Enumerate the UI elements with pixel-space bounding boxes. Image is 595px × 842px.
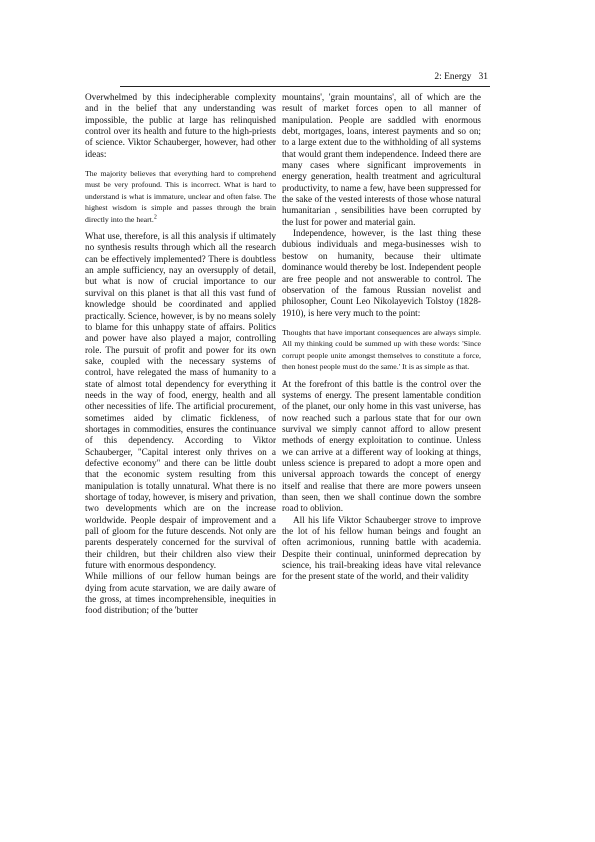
right-column	[282, 92, 481, 583]
paragraph: Independence, however, is the last thing these dubious individuals and mega-businesses wish to bestow on humanity, because their ultimate dominance would thereby be lost. Independent people are free people and not answerable to control. The observation of the famous Russian novelist and philosopher, Count Leo Nikolayevich Tolstoy (1828-1910), is here very much to the point:	[282, 228, 481, 318]
page-number: 31	[478, 72, 488, 82]
block-quote	[85, 168, 276, 225]
running-head-title: 2: Energy	[434, 72, 472, 82]
quote-text: The majority believes that everything hard to comprehend must be very profound. This is incorrect. What is hard to understand is what is immature, unclear and often false. The highest wisdom is simple and passes through the brain directly into the heart.	[85, 169, 276, 224]
left-column	[85, 92, 276, 617]
paragraph: All his life Viktor Schauberger strove to improve the lot of his fellow human beings and fought an often acrimonious, running battle with academia. Despite their continual, uninformed deprecation by science, his trail-breaking ideas have vital relevance for the present state of the world, and their validity	[282, 514, 481, 582]
paragraph: What use, therefore, is all this analysis if ultimately no synthesis results through which all the research can be effectively implemented? There is doubtless an ample sufficiency, nay an oversupply of detail, but what is now of crucial importance to our survival on this planet is that all this vast fund of knowledge should be coordinated and applied practically. Science, however, is by no means solely to blame for this unhappy state of affairs. Politics and power have also played a major, controlling role. The pursuit of profit and power for its own sake, coupled with the necessary systems of control, have relegated the mass of humanity to a state of almost total dependency for everything it needs in the way of food, energy, health and all other necessities of life. The artificial procurement, sometimes aided by climatic fickleness, of shortages in commodities, ensures the continuance of this dependency. According to Viktor Schauberger, "Capital interest only thrives on a defective economy" and there can be little doubt that the economic system resulting from this manipulation is totally unnatural. What there is no shortage of today, however, is misery and privation, two developments which are on the increase worldwide. People despair of improvement and a pall of gloom for the future descends. Not only are parents desperately concerned for the survival of their children, but their children also view their future with enormous despondency.	[85, 231, 276, 571]
paragraph: While millions of our fellow human beings are dying from acute starvation, we are daily aware of the gross, at times incomprehensible, inequities in food distribution; of the 'butter	[85, 571, 276, 616]
running-head	[300, 72, 488, 82]
paragraph: At the forefront of this battle is the control over the systems of energy. The present lamentable condition of the planet, our only home in this vast universe, has now reached such a parlous state that for our own survival we simply cannot afford to allow present methods of energy exploitation to continue. Unless we can arrive at a different way of looking at things, unless science is prepared to adopt a more open and universal approach towards the concept of energy itself and realise that there are more powers unseen than seen, then we shall continue down the sombre road to oblivion.	[282, 378, 481, 514]
footnote-marker: 2	[153, 214, 157, 221]
paragraph: Overwhelmed by this indecipherable complexity and in the belief that any understanding was impossible, the public at large has relinquished control over its health and future to the high-priests of science. Viktor Schauberger, however, had other ideas:	[85, 92, 276, 159]
paragraph: mountains', 'grain mountains', all of which are the result of market forces open to all manner of manipulation. People are saddled with enormous debt, mortgages, loans, interest payments and so on; to a large extent due to the withholding of all systems that would grant them independence. Indeed there are many cases where significant improvements in energy generation, health treatment and agricultural productivity, to name a few, have been suppressed for the sake of the vested interests of those whose natural humanitarian , sensibilities have been corrupted by the lust for power and material gain.	[282, 92, 481, 227]
block-quote: Thoughts that have important consequences are always simple. All my thinking could be summed up with these words: 'Since corrupt people unite amongst themselves to constitute a force, then honest people must do the same.' It is as simple as that.	[282, 327, 481, 372]
header-rule	[120, 86, 490, 87]
